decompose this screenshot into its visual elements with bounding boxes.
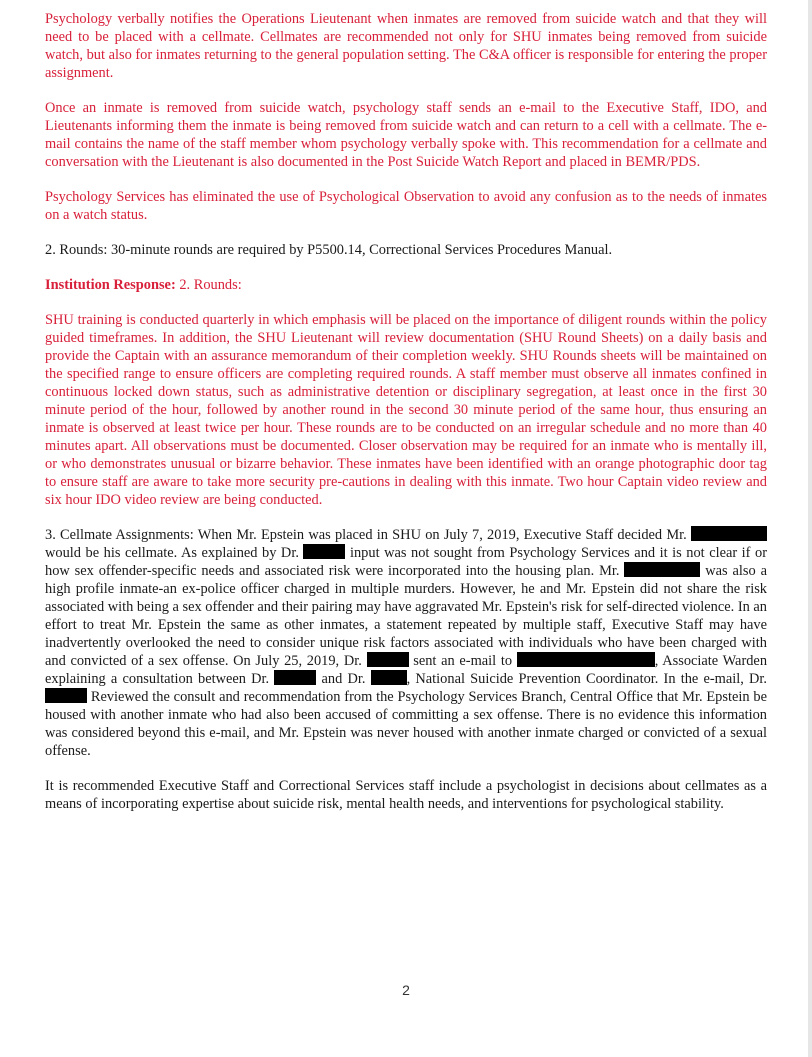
- redaction-block: [624, 562, 700, 577]
- paragraph-recommendation: It is recommended Executive Staff and Correctional Services staff include a psychologist in decisions about cellmates as a means of incorporating expertise about suicide risk, mental health needs, and interventions for psychological stability.: [45, 778, 767, 812]
- paragraph-institution-response-heading: [45, 276, 767, 294]
- paragraph-email-notification: Once an inmate is removed from suicide watch, psychology staff sends an e-mail to the Executive Staff, IDO, and Lieutenants informing them the inmate is being removed from suicide watch and can return to a cell with a cellmate. The e-mail contains the name of the staff member whom psychology verbally spoke with. This recommendation for a cellmate and conversation with the Lieutenant is also documented in the Post Suicide Watch Report and placed in BEMR/PDS.: [45, 100, 767, 170]
- paragraph-rounds-requirement: 2. Rounds: 30-minute rounds are required by P5500.14, Correctional Services Procedures Manual.: [45, 242, 613, 258]
- paragraph-cellmate-assignments: [45, 526, 767, 760]
- redaction-block: [45, 688, 87, 703]
- redaction-block: [274, 670, 316, 685]
- cellmate-text-h: , National Suicide Prevention Coordinator. In the e-mail, Dr.: [406, 671, 767, 687]
- page-edge: [808, 0, 812, 1057]
- institution-response-label: Institution Response:: [45, 277, 176, 293]
- paragraph-shu-training: SHU training is conducted quarterly in which emphasis will be placed on the importance of diligent rounds within the policy guided timeframes. In addition, the SHU Lieutenant will review documentation (SHU Round Sheets) on a daily basis and provide the Captain with an assurance memorandum of their completion weekly. SHU Rounds sheets will be maintained on the specified range to ensure officers are completing required rounds. A staff member must observe all inmates confined in continuous locked down status, such as administrative detention or disciplinary segregation, at least once in the first 30 minute period of the hour, followed by another round in the second 30 minute period of the same hour, thus ensuring an inmate is observed at least twice per hour. These rounds are to be conducted on an irregular schedule and no more than 40 minutes apart. All observations must be documented. Closer observation may be required for an inmate who is mentally ill, or who demonstrates unusual or bizarre behavior. These inmates have been identified with an orange photographic door tag to ensure staff are aware to take more security pre-cautions in dealing with this inmate. Two hour Captain video review and six hour IDO video review are being conducted.: [45, 312, 767, 508]
- redaction-block: [371, 670, 407, 685]
- redaction-block: [303, 544, 345, 559]
- institution-response-topic: 2. Rounds:: [175, 277, 242, 293]
- redaction-block: [691, 526, 767, 541]
- cellmate-text-b: would be his cellmate. As explained by Dr.: [45, 545, 304, 561]
- redaction-block: [517, 652, 655, 667]
- cellmate-text-d: was also a high profile inmate-an ex-police officer charged in multiple murders. However, he and Mr. Epstein did not share the risk associated with being a sex offender and their pairing may have aggravated Mr. Epstein's risk for self-directed violence. In an effort to treat Mr. Epstein the same as other inmates, a statement repeated by multiple staff, Executive Staff may have inadvertently overlooked the need to consider unique risk factors associated with individuals who have been charged with and convicted of a sex offense. On July 25, 2019, Dr.: [45, 563, 768, 669]
- cellmate-text-e: sent an e-mail to: [408, 653, 517, 669]
- cellmate-text-f: , Associate Warden explaining a consultation between Dr.: [45, 653, 768, 687]
- cellmate-text-g: and Dr.: [316, 671, 371, 687]
- cellmate-text-c: input was not sought from Psychology Services and it is not clear if or how sex offender-specific needs and associated risk were incorporated into the housing plan. Mr.: [45, 545, 767, 579]
- cellmate-text-a: 3. Cellmate Assignments: When Mr. Epstein was placed in SHU on July 7, 2019, Executive Staff decided Mr.: [45, 527, 691, 543]
- paragraph-psych-observation: Psychology Services has eliminated the use of Psychological Observation to avoid any confusion as to the needs of inmates on a watch status.: [45, 189, 767, 223]
- document-body: [45, 10, 767, 830]
- page-number: 2: [402, 982, 410, 998]
- paragraph-cellmate-notification: Psychology verbally notifies the Operations Lieutenant when inmates are removed from suicide watch and that they will need to be placed with a cellmate. Cellmates are recommended not only for SHU inmates being removed from suicide watch, but also for inmates returning to the general population setting. The C&A officer is responsible for entering the proper assignment.: [45, 11, 767, 81]
- redaction-block: [367, 652, 409, 667]
- cellmate-text-i: Reviewed the consult and recommendation from the Psychology Services Branch, Central Office that Mr. Epstein be housed with another inmate who had also been accused of committing a sex offense. There is no evidence this information was considered beyond this e-mail, and Mr. Epstein was never housed with another inmate charged or convicted of a sexual offense.: [45, 689, 767, 759]
